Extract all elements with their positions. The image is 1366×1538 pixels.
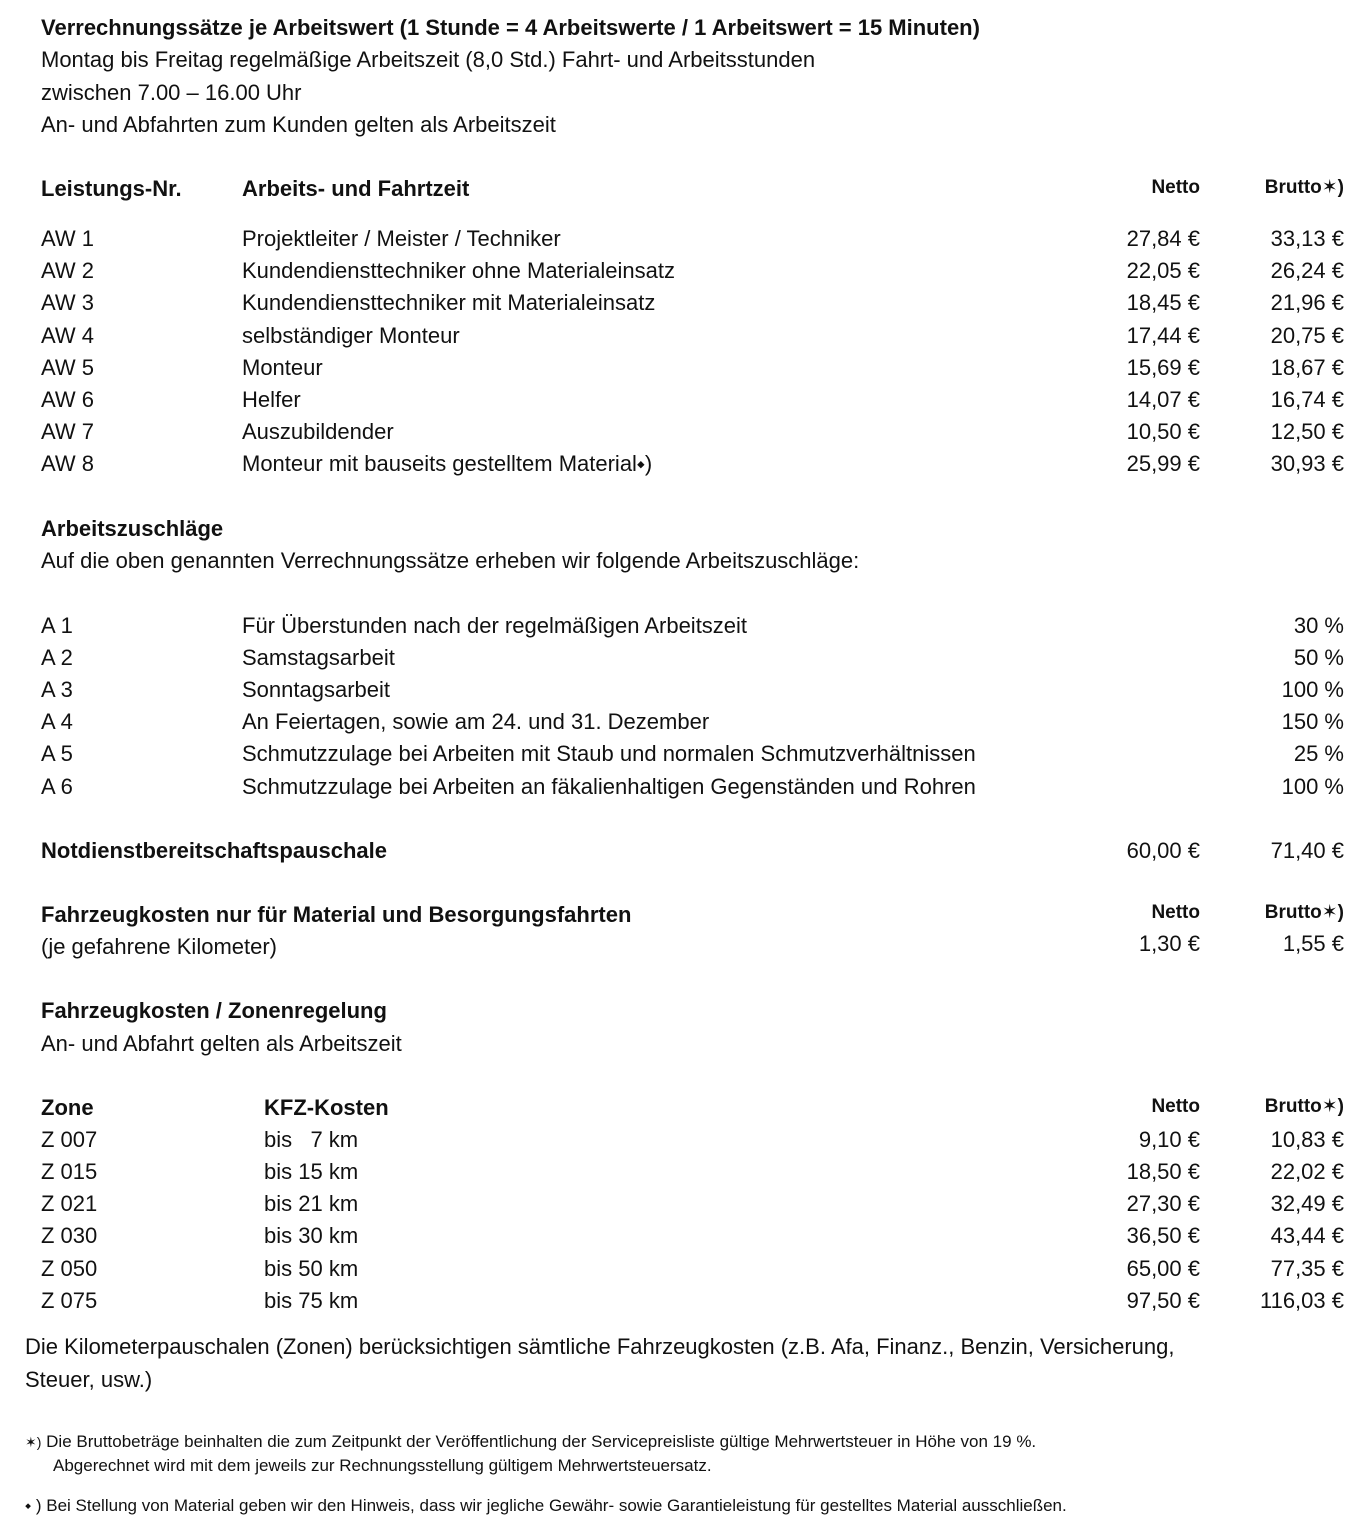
zone-brutto: 32,49 € xyxy=(1270,1191,1344,1216)
surcharge-desc: Schmutzzulage bei Arbeiten mit Staub und normalen Schmutzverhältnissen xyxy=(242,741,976,766)
zone-kfz: bis 21 km xyxy=(264,1191,359,1216)
vehicle-km-brutto-header: Brutto✶) xyxy=(1264,902,1344,923)
emergency-label: Notdienstbereitschaftspauschale xyxy=(41,838,387,863)
labor-desc: Kundendiensttechniker ohne Materialeinsatz xyxy=(242,258,675,283)
intro-line-1: Montag bis Freitag regelmäßige Arbeitszeit (8,0 Std.) Fahrt- und Arbeitsstunden xyxy=(41,47,816,72)
zone-netto: 65,00 € xyxy=(1126,1256,1200,1281)
surcharge-code: A 3 xyxy=(41,677,73,702)
intro-line-2: zwischen 7.00 – 16.00 Uhr xyxy=(41,80,302,105)
vehicle-km-brutto: 1,55 € xyxy=(1282,931,1344,956)
labor-brutto: 26,24 € xyxy=(1270,258,1344,283)
labor-brutto: 18,67 € xyxy=(1270,355,1344,380)
labor-brutto: 30,93 € xyxy=(1270,451,1344,476)
labor-code: AW 7 xyxy=(41,419,94,444)
zone-brutto: 22,02 € xyxy=(1270,1159,1344,1184)
diamond-footnote-text: Bei Stellung von Material geben wir den Hinweis, dass wir jegliche Gewähr- sowie Garantieleistung für gestelltes Material ausschließen. xyxy=(46,1496,1067,1515)
document-title: Verrechnungssätze je Arbeitswert (1 Stunde = 4 Arbeitswerte / 1 Arbeitswert = 15 Minuten) xyxy=(41,15,980,40)
labor-brutto: 12,50 € xyxy=(1270,419,1344,444)
surcharge-desc: Samstagsarbeit xyxy=(242,645,395,670)
labor-header-brutto: Brutto✶) xyxy=(1264,177,1344,198)
zone-code: Z 050 xyxy=(41,1256,98,1281)
surcharge-value: 150 % xyxy=(1281,709,1344,734)
zone-brutto: 43,44 € xyxy=(1270,1223,1344,1248)
km-note-line-1: Die Kilometerpauschalen (Zonen) berücksichtigen sämtliche Fahrzeugkosten (z.B. Afa, Finanz., Benzin, Versicherung, xyxy=(25,1334,1175,1359)
zone-code: Z 007 xyxy=(41,1127,98,1152)
surcharge-code: A 5 xyxy=(41,741,73,766)
labor-brutto: 33,13 € xyxy=(1270,226,1344,251)
zone-netto: 27,30 € xyxy=(1126,1191,1200,1216)
star-footnote-marker: ✶) xyxy=(25,1434,42,1450)
labor-netto: 27,84 € xyxy=(1126,226,1200,251)
zones-header-netto: Netto xyxy=(1151,1096,1200,1117)
zone-kfz: bis 30 km xyxy=(264,1223,359,1248)
surcharge-value: 30 % xyxy=(1293,613,1344,638)
labor-desc: Helfer xyxy=(242,387,301,412)
zone-code: Z 015 xyxy=(41,1159,98,1184)
km-note-line-2: Steuer, usw.) xyxy=(25,1367,153,1392)
vehicle-km-title: Fahrzeugkosten nur für Material und Besorgungsfahrten xyxy=(41,902,632,927)
surcharge-desc: Schmutzzulage bei Arbeiten an fäkalienhaltigen Gegenständen und Rohren xyxy=(242,774,976,799)
labor-desc: Monteur mit bauseits gestelltem Material⬩) xyxy=(242,451,653,476)
intro-line-3: An- und Abfahrten zum Kunden gelten als Arbeitszeit xyxy=(41,112,556,137)
surcharge-value: 100 % xyxy=(1281,774,1344,799)
labor-header-code: Leistungs-Nr. xyxy=(41,176,182,201)
vehicle-km-netto: 1,30 € xyxy=(1138,931,1200,956)
labor-brutto: 21,96 € xyxy=(1270,290,1344,315)
zone-netto: 97,50 € xyxy=(1126,1288,1200,1313)
footnote-star xyxy=(25,1430,1036,1454)
star-footnote-text: Die Bruttobeträge beinhalten die zum Zeitpunkt der Veröffentlichung der Servicepreisliste gültige Mehrwertsteuer in Höhe von 19 %. xyxy=(46,1432,1037,1451)
footnote-star-line-2: Abgerechnet wird mit dem jeweils zur Rechnungsstellung gültigem Mehrwertsteuersatz. xyxy=(53,1456,712,1475)
surcharges-title: Arbeitszuschläge xyxy=(41,516,224,541)
surcharge-code: A 6 xyxy=(41,774,73,799)
zone-kfz: bis 50 km xyxy=(264,1256,359,1281)
zone-netto: 18,50 € xyxy=(1126,1159,1200,1184)
labor-code: AW 2 xyxy=(41,258,94,283)
zone-netto: 9,10 € xyxy=(1138,1127,1200,1152)
surcharge-desc: An Feiertagen, sowie am 24. und 31. Dezember xyxy=(242,709,710,734)
labor-netto: 10,50 € xyxy=(1126,419,1200,444)
labor-code: AW 4 xyxy=(41,323,94,348)
emergency-netto: 60,00 € xyxy=(1126,838,1200,863)
emergency-brutto: 71,40 € xyxy=(1270,838,1344,863)
labor-brutto: 20,75 € xyxy=(1270,323,1344,348)
surcharge-value: 25 % xyxy=(1293,741,1344,766)
labor-code: AW 5 xyxy=(41,355,94,380)
labor-desc: Kundendiensttechniker mit Materialeinsatz xyxy=(242,290,656,315)
labor-code: AW 3 xyxy=(41,290,94,315)
labor-desc: Auszubildender xyxy=(242,419,394,444)
zone-kfz: bis 75 km xyxy=(264,1288,359,1313)
vehicle-km-sub: (je gefahrene Kilometer) xyxy=(41,934,278,959)
vehicle-km-netto-header: Netto xyxy=(1151,902,1200,923)
surcharge-code: A 2 xyxy=(41,645,73,670)
diamond-footnote-marker: ⬩ ) xyxy=(25,1496,42,1515)
surcharges-intro: Auf die oben genannten Verrechnungssätze erheben wir folgende Arbeitszuschläge: xyxy=(41,548,860,573)
labor-netto: 14,07 € xyxy=(1126,387,1200,412)
labor-netto: 15,69 € xyxy=(1126,355,1200,380)
zone-code: Z 030 xyxy=(41,1223,98,1248)
labor-netto: 25,99 € xyxy=(1126,451,1200,476)
labor-header-desc: Arbeits- und Fahrtzeit xyxy=(242,176,470,201)
zone-code: Z 075 xyxy=(41,1288,98,1313)
zones-header-zone: Zone xyxy=(41,1095,94,1120)
labor-desc: selbständiger Monteur xyxy=(242,323,460,348)
labor-desc: Monteur xyxy=(242,355,323,380)
labor-brutto: 16,74 € xyxy=(1270,387,1344,412)
zone-kfz: bis 7 km xyxy=(264,1127,359,1152)
labor-code: AW 1 xyxy=(41,226,94,251)
zone-brutto: 10,83 € xyxy=(1270,1127,1344,1152)
zones-sub: An- und Abfahrt gelten als Arbeitszeit xyxy=(41,1031,402,1056)
surcharge-value: 100 % xyxy=(1281,677,1344,702)
zones-title: Fahrzeugkosten / Zonenregelung xyxy=(41,998,387,1023)
surcharge-code: A 1 xyxy=(41,613,73,638)
surcharge-value: 50 % xyxy=(1293,645,1344,670)
zone-brutto: 116,03 € xyxy=(1259,1288,1344,1313)
labor-netto: 22,05 € xyxy=(1126,258,1200,283)
surcharge-code: A 4 xyxy=(41,709,73,734)
zones-header-brutto: Brutto✶) xyxy=(1264,1096,1344,1117)
labor-code: AW 8 xyxy=(41,451,94,476)
zone-netto: 36,50 € xyxy=(1126,1223,1200,1248)
zone-brutto: 77,35 € xyxy=(1270,1256,1344,1281)
zone-code: Z 021 xyxy=(41,1191,98,1216)
labor-header-netto: Netto xyxy=(1151,177,1200,198)
surcharge-desc: Sonntagsarbeit xyxy=(242,677,390,702)
surcharge-desc: Für Überstunden nach der regelmäßigen Arbeitszeit xyxy=(242,613,748,638)
labor-code: AW 6 xyxy=(41,387,94,412)
footnote-diamond xyxy=(25,1494,1067,1517)
labor-netto: 18,45 € xyxy=(1126,290,1200,315)
zone-kfz: bis 15 km xyxy=(264,1159,359,1184)
labor-desc: Projektleiter / Meister / Techniker xyxy=(242,226,561,251)
labor-netto: 17,44 € xyxy=(1126,323,1200,348)
zones-header-kfz: KFZ-Kosten xyxy=(264,1095,389,1120)
